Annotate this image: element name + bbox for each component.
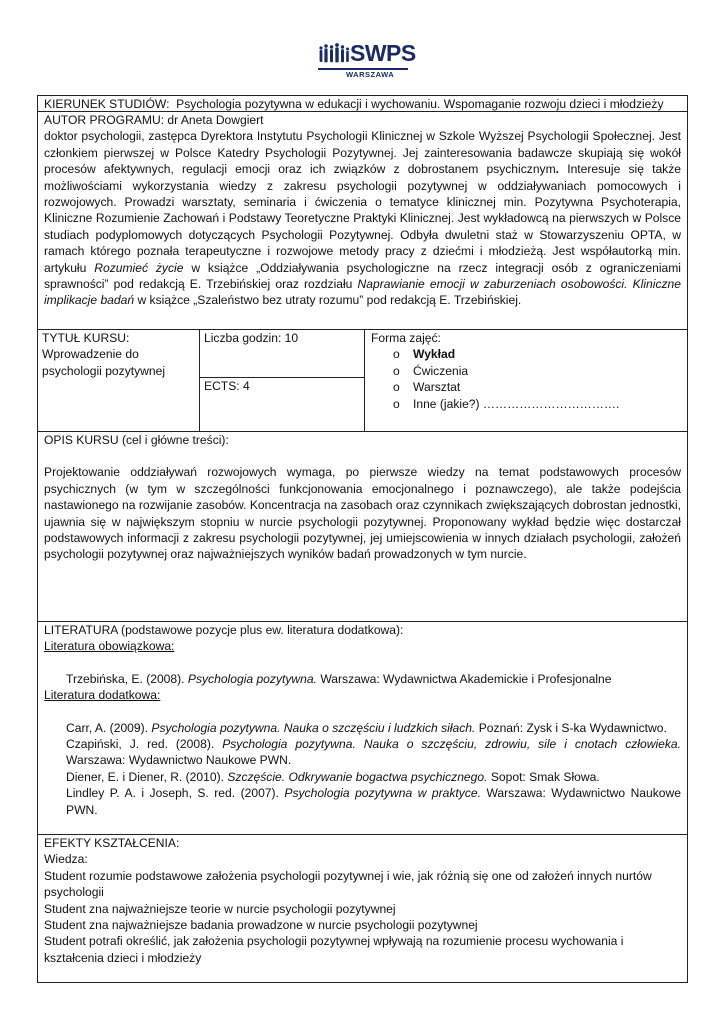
class-form-item: o Ćwiczenia <box>393 363 469 378</box>
hours-label: Liczba godzin: 10 <box>204 331 299 345</box>
class-form-label: Forma zajęć: <box>371 331 441 345</box>
course-info-row <box>38 330 687 432</box>
additional-reference: Carr, A. (2009). Psychologia pozytywna. Nauka o szczęściu i ludzkich siłach. Poznań: Zysk i S-ka Wydawnictwo. <box>66 720 667 735</box>
course-description-text: Projektowanie oddziaływań rozwojowych wymaga, po pierwsze wiedzy na temat podstawowych procesów psychicznych (w tym w szczególności funkcjonowania emocjonalnego i poznawczego), ale także podejścia nastawionego na rozwijanie zasobów. Koncentracja na zasobach oraz czynnikach zwiększających dobrostan jednostki, ujawnia się w największym stopniu w nurcie psychologii pozytywnej. Proponowany wykład będzie więc dostarczał podstawowych informacji z zakresu psychologii pozytywnej, jej umiejscowienia w innych działach psychologii, założeń psychologii pozytywnej oraz najważniejszych wyników badań prowadzonych w tym nurcie. <box>44 465 681 562</box>
class-form-item: o Wykład <box>393 347 456 362</box>
field-of-study-section <box>38 96 687 112</box>
course-description-section <box>38 432 687 622</box>
literature-label: LITERATURA (podstawowe pozycje plus ew. literatura dodatkowa): <box>44 623 404 637</box>
additional-reference: Lindley P. A. i Joseph, S. red. (2007). Psychologia pozytywna w praktyce. Warszawa: Wydawnictwo Naukowe PWN. <box>66 786 681 817</box>
class-form-cell <box>365 330 687 431</box>
literature-section <box>38 622 687 835</box>
required-reference: Trzebińska, E. (2008). Psychologia pozytywna. Warszawa: Wydawnictwa Akademickie i Profesjonalne <box>66 671 612 686</box>
circle-bullet-icon: o <box>393 347 400 362</box>
people-figures-icon <box>318 42 352 66</box>
additional-literature-label: Literatura dodatkowa: <box>44 688 161 703</box>
course-description-label: OPIS KURSU (cel i główne treści): <box>44 433 229 447</box>
course-title-label: TYTUŁ KURSU: <box>42 331 130 345</box>
circle-bullet-icon: o <box>393 380 400 395</box>
course-sheet <box>37 95 688 983</box>
class-form-item: o Warsztat <box>393 380 461 395</box>
knowledge-label: Wiedza: <box>44 852 88 867</box>
author-section <box>38 112 687 330</box>
hours-ects-cell <box>200 330 365 431</box>
logo-wordmark: SWPS <box>350 40 416 66</box>
required-literature-label: Literatura obowiązkowa: <box>44 639 175 654</box>
circle-bullet-icon: o <box>393 363 400 378</box>
logo-subtitle: WARSZAWA <box>346 70 395 79</box>
class-form-list <box>371 346 681 412</box>
circle-bullet-icon: o <box>393 396 400 411</box>
course-title-cell <box>38 330 200 431</box>
author-label: AUTOR PROGRAMU: dr Aneta Dowgiert <box>44 113 264 127</box>
course-title-value: Wprowadzenie do psychologii pozytywnej <box>42 347 166 378</box>
author-bio: doktor psychologii, zastępca Dyrektora Instytutu Psychologii Klinicznej w Szkole Wyższej Psychologii Społecznej. Jest członkiem pierwszej w Polsce Katedry Psychologii Pozytywnej. Jej zainteresowania badawcze skupiają się wokół procesów afektywnych, regulacji emocji oraz ich związków z dobrostanem psychicznym. Interesuje się także możliwościami wykorzystania wiedzy z zakresu psychologii pozytywnej w oddziaływaniach pomocowych i rozwojowych. Prowadzi warsztaty, seminaria i ćwiczenia o tematyce klinicznej min. Pozytywna Psychoterapia, Kliniczne Rozumienie Zachowań i Podstawy Teoretyczne Praktyki Klinicznej. Jest wykładowcą na pierwszych w Polsce studiach podyplomowych dotyczących Psychologii Pozytywnej. Odbyła dwuletni staż w Stowarzyszeniu OPTA, w ramach którego poznała terapeutyczne i rozwojowe metody pracy z dziećmi i młodzieżą. Jest współautorką min. artykułu Rozumieć życie w książce „Oddziaływania psychologiczne na rzecz integracji osób z ograniczeniami sprawności” pod redakcją E. Trzebińskiej oraz rozdziału Naprawianie emocji w zaburzeniach osobowości. Kliniczne implikacje badań w książce „Szaleństwo bez utraty rozumu” pod redakcją E. Trzebińskiej. <box>44 129 681 308</box>
field-of-study-label: KIERUNEK STUDIÓW: <box>44 97 170 111</box>
ects-label: ECTS: 4 <box>204 379 250 393</box>
hours-cell <box>200 330 364 378</box>
swps-logo <box>318 40 416 80</box>
learning-outcomes-label: EFEKTY KSZTAŁCENIA: <box>44 836 180 850</box>
learning-outcome-item: Student zna najważniejsze badania prowadzone w nurcie psychologii pozytywnej <box>44 918 478 933</box>
field-of-study-value: Psychologia pozytywna w edukacji i wychowaniu. Wspomaganie rozwoju dzieci i młodzieży <box>176 97 664 111</box>
learning-outcome-item: Student rozumie podstawowe założenia psychologii pozytywnej i wie, jak różnią się one od założeń innych nurtów psychologii <box>44 868 652 900</box>
learning-outcome-item: Student zna najważniejsze teorie w nurcie psychologii pozytywnej <box>44 901 396 916</box>
class-form-item: o Inne (jakie?) ……………………………. <box>393 396 620 411</box>
learning-outcomes-section <box>38 835 687 982</box>
additional-reference: Diener, E. i Diener, R. (2010). Szczęście. Odkrywanie bogactwa psychicznego. Sopot: Smak Słowa. <box>66 769 600 784</box>
additional-reference: Czapiński, J. red. (2008). Psychologia pozytywna. Nauka o szczęściu, zdrowiu, sile i cnotach człowieka. Warszawa: Wydawnictwo Naukowe PWN. <box>66 737 681 768</box>
learning-outcome-item: Student potrafi określić, jak założenia psychologii pozytywnej wpływają na rozumienie procesu wychowania i kształcenia dzieci i młodzieży <box>44 934 624 965</box>
ects-cell <box>200 378 364 394</box>
